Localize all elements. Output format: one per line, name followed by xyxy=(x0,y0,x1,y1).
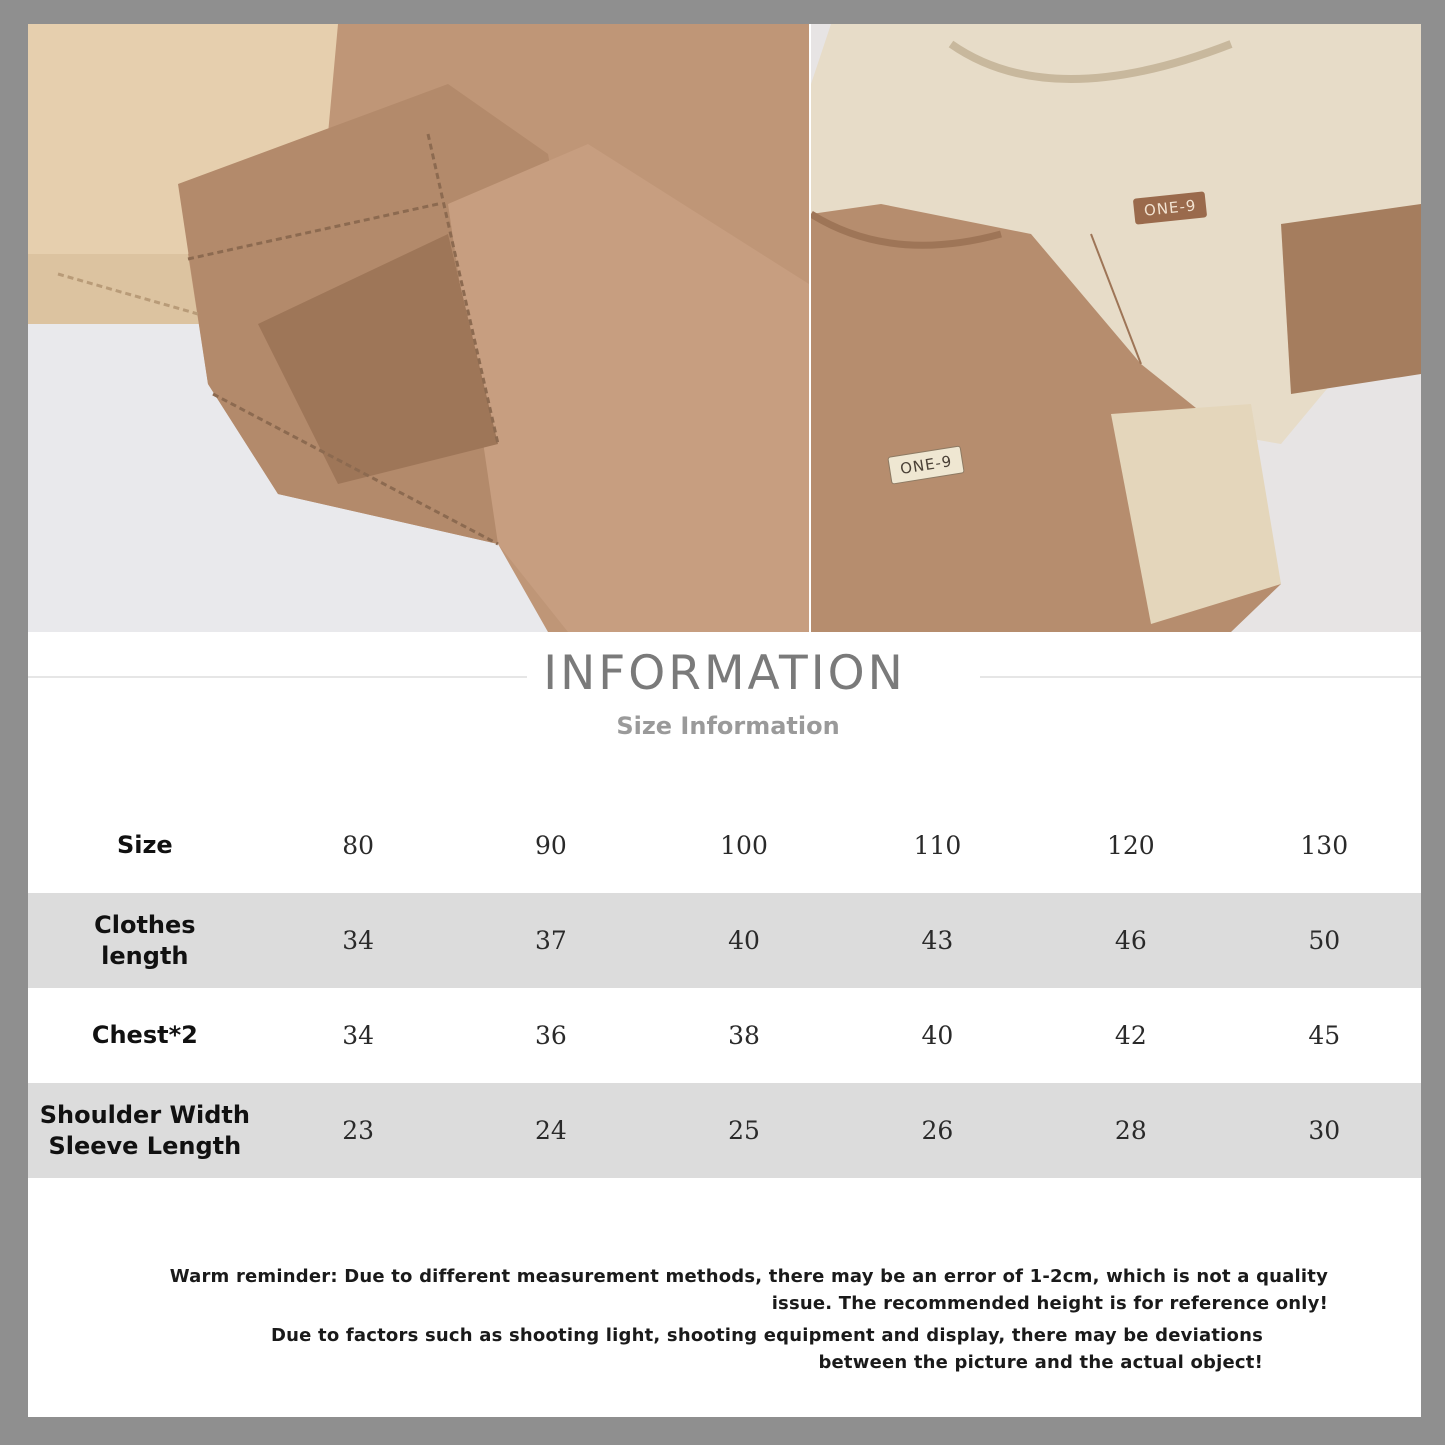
table-cell: 42 xyxy=(1114,1021,1147,1050)
table-cell: 90 xyxy=(535,831,567,860)
product-size-card xyxy=(28,24,1421,1417)
section-subtitle: Size Information xyxy=(616,712,840,740)
table-cell: 43 xyxy=(841,893,1034,988)
row-label: Chest*2 xyxy=(91,1021,198,1049)
tshirt-pair-illustration xyxy=(811,24,1421,632)
table-cell: 34 xyxy=(262,893,455,988)
table-cell: 26 xyxy=(841,1083,1034,1178)
table-cell: 37 xyxy=(455,893,648,988)
table-cell: 100 xyxy=(720,831,768,860)
table-cell: 25 xyxy=(647,1083,840,1178)
table-cell: 38 xyxy=(728,1021,760,1050)
size-table xyxy=(28,798,1421,1178)
table-row xyxy=(28,798,1421,893)
table-cell: 45 xyxy=(1308,1021,1341,1050)
table-cell: 46 xyxy=(1034,893,1227,988)
table-cell: 30 xyxy=(1228,1083,1421,1178)
brand-badge-light: ONE-9 xyxy=(887,445,965,484)
table-cell: 34 xyxy=(342,1021,374,1050)
row-label: Shoulder Width Sleeve Length xyxy=(28,1083,262,1178)
table-cell: 23 xyxy=(262,1083,455,1178)
table-cell: 110 xyxy=(913,831,962,860)
row-label: Clothes length xyxy=(28,893,262,988)
photo-disclaimer-note: Due to factors such as shooting light, shooting equipment and display, there may be deviations between the picture and the actual object! xyxy=(271,1325,1263,1373)
closeup-illustration xyxy=(28,24,809,632)
table-cell: 24 xyxy=(455,1083,648,1178)
product-photo-pair xyxy=(811,24,1421,632)
table-cell: 80 xyxy=(342,831,374,860)
table-cell: 130 xyxy=(1300,831,1349,860)
table-row xyxy=(28,1083,1421,1178)
table-cell: 40 xyxy=(647,893,840,988)
table-cell: 36 xyxy=(535,1021,567,1050)
table-cell: 28 xyxy=(1034,1083,1227,1178)
warm-reminder-note: Warm reminder: Due to different measurement methods, there may be an error of 1-2cm, which is not a quality issue. The recommended height is for reference only! xyxy=(169,1266,1328,1314)
table-cell: 120 xyxy=(1106,831,1155,860)
table-cell: 40 xyxy=(921,1021,954,1050)
table-row xyxy=(28,988,1421,1083)
table-cell: 50 xyxy=(1228,893,1421,988)
product-photo-closeup xyxy=(28,24,809,632)
section-title: INFORMATION xyxy=(28,646,1421,701)
row-label: Size xyxy=(116,831,173,859)
table-row xyxy=(28,893,1421,988)
brand-badge-dark: ONE-9 xyxy=(1133,191,1208,224)
